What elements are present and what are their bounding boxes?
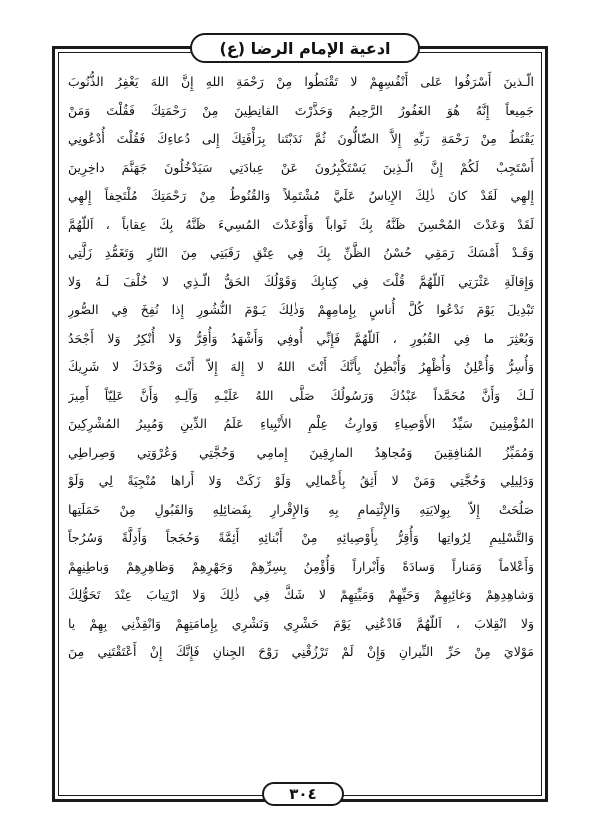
text-line: أَسْتَجِبْ لَكُمْ إِنَّ الّـذِينَ يَسْتَكْبِرُونَ عَنْ عِبادَتِي سَيَدْخُلُونَ جَهَنَّمَ داخِرِينَ — [68, 159, 534, 175]
text-line: يَقْنَطُ مِنْ رَحْمَةِ رَبِّهِ إِلاَّ الضّالُّونَ ثُمَّ نَدَبْتَنا بِرَأْفَتِكَ إِلى دُعاءِكَ فَقُلْتَ أُدْعُونِي — [68, 131, 534, 146]
text-line: وَإِقالَةِ عَثْرَتِي اَللّهُمَّ قُلْتَ فِي كِتابِكَ وَقَوْلُكَ الحَقُّ الّـذِي لا خُلْفَ لَـهُ وَلا — [68, 273, 534, 289]
text-line: وَالتَّسْلِيمِ لِرُواتِها وَأُقِرُّ بِأَوْصِيائِهِ مِنْ أَبْنائِهِ أَئِمَّةً وَحُجَجاً وَأَدِلَّةً وَسُرُجاً — [68, 530, 534, 545]
text-line: وَلا انْقِلابَ ، اَللّهُمَّ فَادْعُنِي يَوْمَ حَشْرِي وَنَشْرِي بِإِمامَتِهِمْ وَانْقِذْنِي بِهِمْ يا — [68, 615, 534, 631]
text-line: وَأَعْلاماً وَمَناراً وَسادَةً وَأَبْراراً وَأُؤْمِنُ بِسِرِّهِمْ وَجَهْرِهِمْ وَظاهِرِهِمْ وَباطِنِهِمْ — [68, 558, 534, 574]
text-line: لَـكَ وَأَنَّ مُحَمَّداً عَبْدُكَ وَرَسُولُكَ صَلَّى اللهُ عَلَيْـهِ وَآلِـهِ وَأَنَّ عَلِيّاً أَمِيرَ — [68, 387, 534, 403]
text-line: تَبْدِيلَ يَوْمَ نَدْعُوا كُلَّ أُناسٍ بِإِمامِهِمْ وَذٰلِكَ يَـوْمَ النُّشُورِ إِذا نُفِخَ فِي الصُّورِ — [68, 302, 534, 317]
text-line: المُؤْمِنِينَ سَيِّدُ الأَوْصِياءِ وَوارِثُ عِلْمِ الأَنْبِياءِ عَلَمُ الدِّينِ وَمُبِيرُ المُشْرِكِينَ — [68, 416, 534, 431]
text-line: وَمُمَيِّزُ المُنافِقِينَ وَمُجاهِدُ المارِقِينَ إِمامِي وَحُجَّتِي وَعُرْوَتِي وَصِراطِي — [68, 444, 534, 460]
text-line: صَلُحَتْ إِلاّ بِوِلايَتِهِ وَالإِئْتِمامِ بِهِ وَالإِقْرارِ بِفَضائِلِهِ وَالقَبُولِ مِنْ حَمَلَتِها — [68, 501, 534, 517]
text-line: مَوْلايَ مِنْ حَرِّ النِّيرانِ وَإِنْ لَمْ تَرْزُقْنِي رَوْحَ الجِنانِ فَإِنَّكَ إِنْ أَعْتَقْتَنِي مِنَ — [68, 644, 534, 659]
prayer-text-body — [68, 68, 534, 780]
text-line: جَمِيعاً إِنَّهُ هُوَ الغَفُورُ الرَّحِيمُ وَحَذَّرْتَ القانِطِينَ مِنْ رَحْمَتِكَ فَقُلْتَ وَمَنْ — [68, 102, 534, 118]
page-number: ٣٠٤ — [289, 785, 317, 803]
text-line: الّـذينَ أَسْرَفُوا عَلى أَنْفُسِهِمْ لا تَقْنَطُوا مِنْ رَحْمَةِ اللهِ إِنَّ اللهَ يَغْفِرُ الذُّنُوبَ — [68, 74, 534, 89]
text-line: وَشاهِدِهِمْ وَغائِبِهِمْ وَحَيِّهِمْ وَمَيِّتِهِمْ لا شَكَّ فِي ذٰلِكَ وَلا ارْتِيابَ عِنْدَ تَحَوُّلِكَ — [68, 587, 534, 602]
text-line: وَبُعْثِرَ ما فِي القُبُورِ ، اَللّهُمَّ فَإِنِّي أُوفِي وَأَشْهَدُ وَأُقِرُّ وَلا أُنْكِرُ وَلا أَجْحَدُ — [68, 330, 534, 346]
text-line: إِلهِي لَقَدْ كانَ ذٰلِكَ الإِياسُ عَلَيَّ مُشْتَمِلاً وَالقُنُوطُ مِنْ رَحْمَتِكَ مُلْتَحِفاً إِلهِي — [68, 188, 534, 203]
text-line: لَقَدْ وَعَدْتَ المُحْسِنَ ظَنَّهُ بِكَ ثَواباً وَأَوْعَدْتَ المُسِيءَ ظَنَّهُ بِكَ عِقاباً ، اَللّهُمَّ — [68, 216, 534, 232]
running-header — [190, 33, 420, 63]
text-line: وَأُسِرُّ وَأُعْلِنُ وَأُظْهِرُ وَأُبْطِنُ بِأَنَّكَ أَنْتَ اللهُ لا إِلهَ إِلاّ أَنْتَ وَحْدَكَ لا شَرِيكَ — [68, 359, 534, 374]
header-title: ادعية الإمام الرضا (ع) — [219, 38, 391, 58]
text-line: وَقَـدْ أَمْسَكَ رَمَقِي حُسْنُ الظَّنِّ بِكَ فِي عِتْقِ رَقَبَتِي مِنَ النّارِ وَتَغَمُّدِ زَلَّتِي — [68, 245, 534, 260]
text-line: وَدَلِيلِي وَحُجَّتِي وَمَنْ لا أَثِقُ بِأَعْمالِي وَلَوْ زَكَتْ وَلا أَراها مُنْجِيَةً لِي وَلَوْ — [68, 473, 534, 488]
page-number-badge — [262, 782, 344, 806]
